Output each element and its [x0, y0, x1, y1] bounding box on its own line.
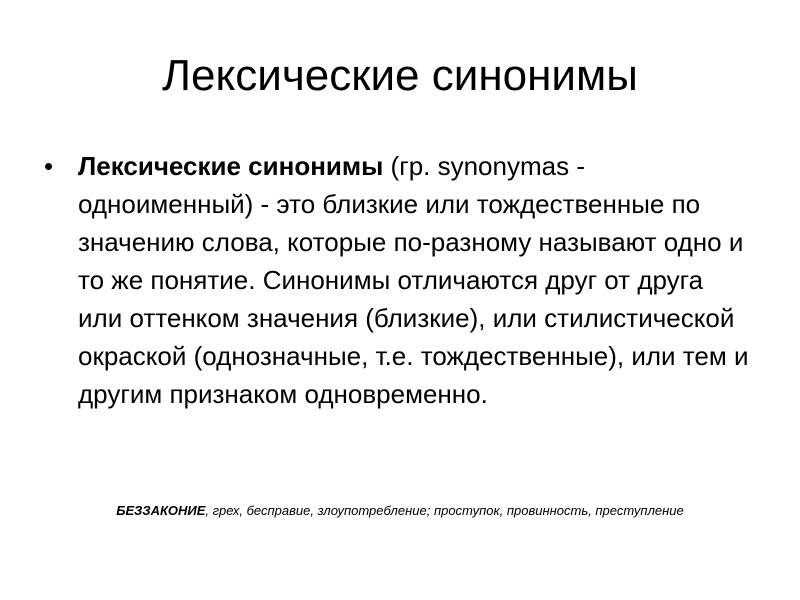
bullet-definition: (гр. synonymas - одноименный) - это близкие или тождественные по значению слова, которые по-разному называют одно и то же понятие. Синонимы отличаются друг от друга или оттенком значения (близкие), или стилистической окраской (однозначные, т.е. тождественные), или тем и другим признаком одновременно.: [78, 151, 749, 409]
synonym-example: [0, 502, 800, 520]
example-head-word: БЕЗЗАКОНИЕ: [116, 503, 206, 518]
slide-title: Лексические синонимы: [162, 51, 638, 100]
bullet-text: [78, 147, 754, 413]
example-synonyms: , грех, бесправие, злоупотребление; проступок, провинность, преступление: [205, 503, 684, 518]
bullet-term: Лексические синонимы: [78, 151, 384, 181]
bullet-marker: •: [44, 151, 54, 181]
